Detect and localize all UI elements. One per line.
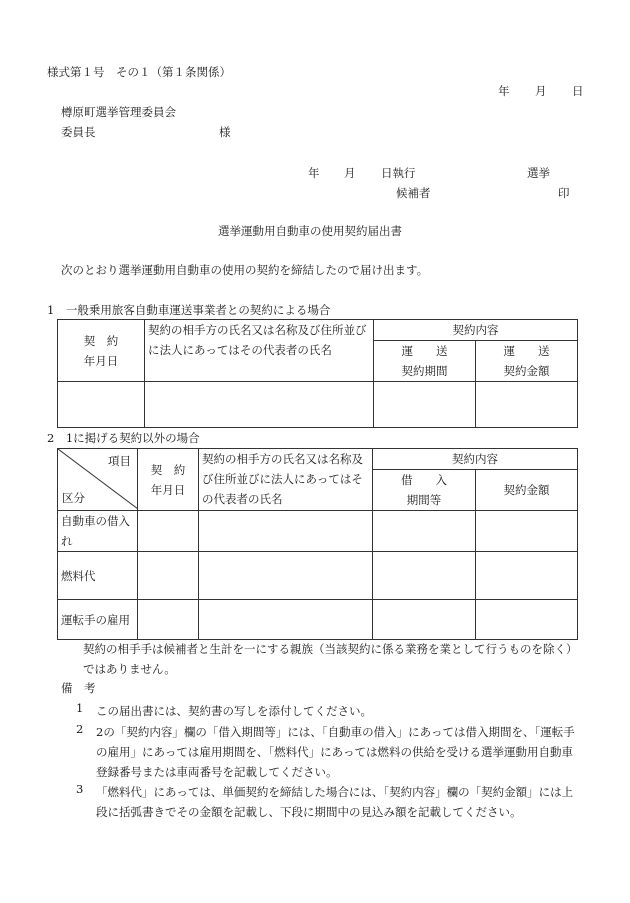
- document-title: 選挙運動用自動車の使用契約届出書: [218, 224, 402, 238]
- s1-header-amount: 運 送 契約金額: [476, 341, 578, 382]
- section1-table: [57, 319, 578, 428]
- s2-cell[interactable]: [138, 552, 199, 600]
- s2-corner-cell: [58, 449, 138, 511]
- seal-mark: 印: [558, 186, 570, 200]
- remark-text: この届出書には、契約書の写しを添付してください。: [96, 704, 372, 718]
- s2-cell[interactable]: [373, 511, 476, 552]
- footnote: 契約の相手手は候補者と生計を一にする親族（当該契約に係る業務を業として行うものを除く）ではありません。: [83, 642, 578, 676]
- s1-cell-amount[interactable]: [476, 382, 578, 428]
- remark-number: 1: [76, 701, 84, 715]
- s2-cell[interactable]: [199, 600, 373, 640]
- s2-cell[interactable]: [138, 600, 199, 640]
- election-year-label: 年: [308, 166, 320, 180]
- s2-row-label: 自動車の借入れ: [58, 511, 138, 552]
- section1-heading: 1 一般乗用旅客自動車運送事業者との契約による場合: [47, 303, 331, 317]
- s1-header-period: 運 送 契約期間: [374, 341, 476, 382]
- s1-header-date: 契 約 年月日: [58, 320, 145, 382]
- remark-text: 2の「契約内容」欄の「借入期間等」には、「自動車の借入」にあっては借入期間を、「運転手の雇用」にあっては雇用期間を、「燃料代」にあっては燃料の供給を受ける選挙運動用自動車登録番号または車両番号を記載してください。: [96, 725, 575, 779]
- election-suffix: 選挙: [527, 166, 550, 180]
- s1-cell-party[interactable]: [145, 382, 374, 428]
- s2-row-label: 燃料代: [58, 552, 138, 600]
- section2-table: [57, 448, 578, 640]
- s1-cell-period[interactable]: [374, 382, 476, 428]
- s1-header-party: 契約の相手方の氏名又は名称及び住所並びに法人にあってはその代表者の氏名: [145, 320, 374, 382]
- section2-heading: 2 1に掲げる契約以外の場合: [47, 431, 200, 445]
- addressee-honorific: 様: [219, 125, 231, 139]
- intro-text: 次のとおり選挙運動用自動車の使用の契約を締結したので届け出ます。: [61, 263, 429, 277]
- s2-header-content: 契約内容: [373, 449, 578, 470]
- date-year-label: 年: [498, 84, 510, 98]
- remark-number: 2: [76, 722, 84, 736]
- corner-category-label: 区分: [62, 491, 85, 505]
- s2-cell[interactable]: [199, 511, 373, 552]
- remark-text: 「燃料代」にあっては、単価契約を締結した場合には、「契約内容」欄の「契約金額」には上段に括弧書きでその金額を記載し、下段に期間中の見込み額を記載してください。: [96, 785, 574, 819]
- s2-cell[interactable]: [199, 552, 373, 600]
- date-month-label: 月: [535, 84, 547, 98]
- addressee-title: 委員長: [61, 125, 96, 139]
- candidate-label: 候補者: [396, 186, 431, 200]
- corner-item-label: 項目: [108, 454, 131, 468]
- s2-cell[interactable]: [373, 600, 476, 640]
- s2-cell[interactable]: [138, 511, 199, 552]
- s2-cell[interactable]: [476, 511, 578, 552]
- remarks-heading: 備 考: [61, 681, 96, 695]
- s1-cell-date[interactable]: [58, 382, 145, 428]
- election-day-label: 日執行: [381, 166, 416, 180]
- s2-cell[interactable]: [373, 552, 476, 600]
- s1-header-content: 契約内容: [374, 320, 578, 341]
- s2-cell[interactable]: [476, 552, 578, 600]
- s2-cell[interactable]: [476, 600, 578, 640]
- remark-number: 3: [76, 782, 84, 796]
- s2-header-party: 契約の相手方の氏名又は名称及び住所並びに法人にあってはその代表者の氏名: [199, 449, 373, 511]
- s2-header-amount: 契約金額: [476, 470, 578, 511]
- date-day-label: 日: [572, 84, 584, 98]
- s2-row-label: 運転手の雇用: [58, 600, 138, 640]
- election-month-label: 月: [344, 166, 356, 180]
- form-number: 様式第１号 その１（第１条関係）: [47, 65, 231, 79]
- addressee-org: 樽原町選挙管理委員会: [61, 105, 176, 119]
- s2-header-date: 契 約 年月日: [138, 449, 199, 511]
- s2-header-period: 借 入 期間等: [373, 470, 476, 511]
